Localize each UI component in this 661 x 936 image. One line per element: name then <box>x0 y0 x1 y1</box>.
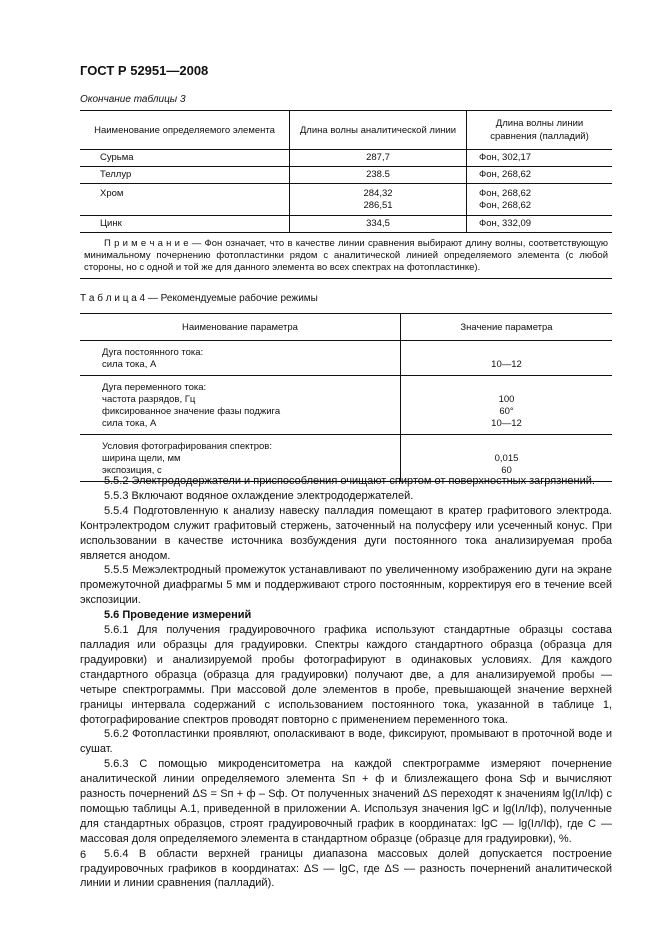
body-text <box>80 474 612 891</box>
reference-wavelength: Фон, 302,17 <box>467 150 613 167</box>
table3 <box>80 110 612 279</box>
analytical-wavelength: 284,32 <box>363 187 393 199</box>
paragraph-5-6-1: 5.6.1 Для получения градуировочного графика используют стандартные образцы состава палладия или образцы для градуировки. Спектры каждого стандартного образца (образца для градуировки) и анализируемой пробы фотографируют в одинаковых условиях. Для каждого стандартного образца (образца для градуировки) получают две, а для анализируемой пробы — четыре спектрограммы. При массовой доле элементов в пробе, превышающей значение верхней границы интервала содержаний с использованием постоянного тока, указанной в таблице 1, фотографирование спектров проводят повторно с применением переменного тока. <box>80 624 612 726</box>
analytical-wavelength: 286,51 <box>363 199 393 211</box>
reference-wavelength: Фон, 268,62 <box>479 187 532 199</box>
table4-label: Т а б л и ц а 4 <box>80 293 146 304</box>
parameter-cell <box>80 341 401 376</box>
table-row <box>80 216 612 233</box>
parameter-line: фиксированное значение фазы поджига <box>102 406 281 417</box>
paragraph-5-5-3: 5.5.3 Включают водяное охлаждение электрододержателей. <box>104 489 414 502</box>
parameter-line: Дуга постоянного тока: <box>102 347 204 358</box>
section-heading-5-6: 5.6 Проведение измерений <box>104 609 252 622</box>
table4-title: — Рекомендуемые рабочие режимы <box>145 293 318 304</box>
table-row <box>80 376 612 435</box>
reference-wavelength: Фон, 332,09 <box>467 216 613 233</box>
document-header: ГОСТ Р 52951—2008 <box>80 63 209 78</box>
table4 <box>80 313 612 482</box>
paragraph-5-5-4: 5.5.4 Подготовленную к анализу навеску палладия помещают в кратер графитового электрода. Контрэлектродом служит графитовый стержень, заточенный на полусферу или усеченный конус. При использовании в качестве источника возбуждения дуги постоянного тока анализируемая проба является анодом. <box>80 504 612 562</box>
paragraph-5-6-2: 5.6.2 Фотопластинки проявляют, ополаскивают в воде, фиксируют, промывают в проточной воде и сушат. <box>80 728 612 756</box>
parameter-line: частота разрядов, Гц <box>102 394 196 405</box>
parameter-value: 10—12 <box>491 418 522 429</box>
parameter-line: экспозиция, с <box>102 465 162 476</box>
parameter-line: Дуга переменного тока: <box>102 382 207 393</box>
analytical-wavelength: 287,7 <box>290 150 467 167</box>
table3-note <box>80 233 612 279</box>
element-name: Сурьма <box>80 150 290 167</box>
analytical-wavelength: 334,5 <box>290 216 467 233</box>
table3-header-analytical: Длина волны аналитической линии <box>290 111 467 150</box>
analytical-wavelength-cell <box>290 184 467 216</box>
reference-wavelength: Фон, 268,62 <box>479 199 532 211</box>
note-label: П р и м е ч а н и е <box>104 238 189 249</box>
parameter-value: 0,015 <box>494 453 519 464</box>
parameter-line: Условия фотографирования спектров: <box>102 441 272 452</box>
table4-header-value: Значение параметра <box>401 314 613 341</box>
table4-caption <box>80 293 318 304</box>
parameter-value: 60° <box>499 406 514 417</box>
parameter-value: 60 <box>501 465 512 476</box>
table4-header-parameter: Наименование параметра <box>80 314 401 341</box>
parameter-line: сила тока, А <box>102 418 157 429</box>
value-cell <box>401 376 613 435</box>
element-name: Цинк <box>80 216 290 233</box>
parameter-line: ширина щели, мм <box>102 453 181 464</box>
table3-header-element: Наименование определяемого элемента <box>80 111 290 150</box>
parameter-line: сила тока, А <box>102 359 157 370</box>
parameter-value: 100 <box>498 394 515 405</box>
parameter-value: 10—12 <box>491 359 522 370</box>
element-name: Хром <box>80 184 290 216</box>
value-cell <box>401 341 613 376</box>
page-number: 6 <box>80 849 87 861</box>
note-text: — Фон означает, что в качестве линии сравнения выбирают длину волны, соответствующую минимальному почернению фотопластинки рядом с аналитической линией определяемого элемента (с любой стороны, но с одной и той же для данного элемента во всех спектрах на фотопластинке). <box>84 238 608 273</box>
paragraph-5-6-3: 5.6.3 С помощью микроденситометра на каждой спектрограмме измеряют почернение аналитической линии определяемого элемента Sп + ф и близлежащего фона Sф и вычисляют разность почернений ΔS = Sп + ф – Sф. От полученных значений ΔS переходят к значениям lg(Iл/Iф) с помощью таблицы А.1, приведенной в приложении А. Используя значения lgC и lg(Iл/Iф), полученные для стандартных образцов, строят градуировочный график в координатах: lgC — lg(Iл/Iф), где C — массовая доля определяемого элемента в стандартном образце (образце для градуировки), %. <box>80 758 612 845</box>
table3-caption: Окончание таблицы 3 <box>80 94 186 105</box>
element-name: Теллур <box>80 167 290 184</box>
reference-wavelength-cell <box>467 184 613 216</box>
table-row <box>80 341 612 376</box>
table-row <box>80 150 612 167</box>
table-row <box>80 167 612 184</box>
table3-header-reference: Длина волны линии сравнения (палладий) <box>467 111 613 150</box>
paragraph-5-5-2: 5.5.2 Электрододержатели и приспособления очищают спиртом от поверхностных загрязнений. <box>104 475 595 487</box>
table-row <box>80 184 612 216</box>
analytical-wavelength: 238.5 <box>290 167 467 184</box>
reference-wavelength: Фон, 268,62 <box>467 167 613 184</box>
paragraph-5-5-5: 5.5.5 Межэлектродный промежуток устанавливают по увеличенному изображению дуги на экране промежуточной диафрагмы 5 мм и поддерживают строго постоянным, корректируя его в течение всей экспозиции. <box>80 564 612 607</box>
paragraph-5-6-4: 5.6.4 В области верхней границы диапазона массовых долей допускается построение градуировочных графиков в координатах: ΔS — lgC, где ΔS — разность почернений аналитической линии и линии сравнения (палладий). <box>80 847 612 890</box>
parameter-cell <box>80 376 401 435</box>
